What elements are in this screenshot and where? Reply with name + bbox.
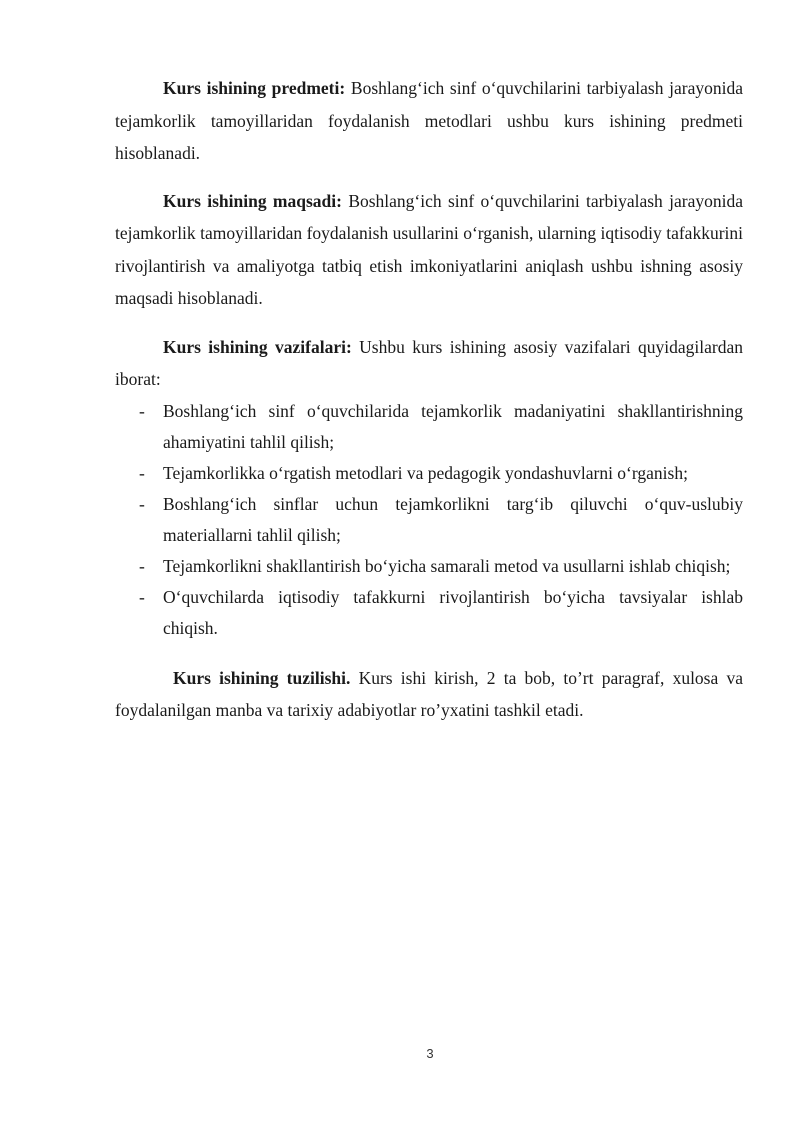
list-item-text: Tejamkorlikka o‘rgatish metodlari va pedagogik yondashuvlarni o‘rganish; (163, 462, 688, 483)
list-dash: - (139, 493, 145, 514)
document-page (115, 72, 743, 727)
list-dash: - (139, 400, 145, 421)
heading-vazifalar: Kurs ishining vazifalari: (163, 336, 352, 357)
list-item (115, 582, 743, 644)
list-item-text: Tejamkorlikni shakllantirish bo‘yicha samarali metod va usullarni ishlab chiqish; (163, 555, 731, 576)
text-maqsad: Boshlang‘ich sinf o‘quvchilarini tarbiyalash jarayonida tejamkorlik tamoyillaridan foydalanish usullarini o‘rganish, ularning iqtisodiy tafakkurini rivojlantirish va amaliyotga tatbiq etish imkoniyatlarini aniqlash ushbu ishning asosiy maqsadi hisoblanadi. (115, 190, 743, 308)
list-dash: - (139, 586, 145, 607)
paragraph-predmet (115, 72, 743, 170)
page-number: 3 (426, 1046, 434, 1061)
tasks-list (115, 396, 743, 644)
heading-tuzilish: Kurs ishining tuzilishi. (173, 667, 351, 688)
text-tuzilish: Kurs ishi kirish, 2 ta bob, to’rt paragraf, xulosa va foydalanilgan manba va tarixiy adabiyotlar ro’yxatini tashkil etadi. (115, 667, 743, 720)
text-vazifalar: Ushbu kurs ishining asosiy vazifalari quyidagilardan iborat: (115, 336, 743, 389)
text-predmet: Boshlang‘ich sinf o‘quvchilarini tarbiyalash jarayonida tejamkorlik tamoyillaridan foydalanish metodlari ushbu kurs ishining predmeti hisoblanadi. (115, 78, 743, 163)
list-item-text: O‘quvchilarda iqtisodiy tafakkurni rivojlantirish bo‘yicha tavsiyalar ishlab chiqish. (163, 586, 743, 638)
list-dash: - (139, 462, 145, 483)
paragraph-maqsad (115, 185, 743, 315)
paragraph-tuzilish (115, 662, 743, 727)
list-item (115, 458, 743, 489)
list-item (115, 551, 743, 582)
list-item (115, 396, 743, 458)
heading-maqsad: Kurs ishining maqsadi: (163, 190, 342, 211)
heading-predmet: Kurs ishining predmeti: (163, 78, 346, 98)
list-item-text: Boshlang‘ich sinflar uchun tejamkorlikni targ‘ib qiluvchi o‘quv-uslubiy materiallarni tahlil qilish; (163, 493, 743, 545)
paragraph-vazifalar (115, 331, 743, 396)
list-dash: - (139, 555, 145, 576)
list-item-text: Boshlang‘ich sinf o‘quvchilarida tejamkorlik madaniyatini shakllantirishning ahamiyatini tahlil qilish; (163, 400, 743, 452)
list-item (115, 489, 743, 551)
